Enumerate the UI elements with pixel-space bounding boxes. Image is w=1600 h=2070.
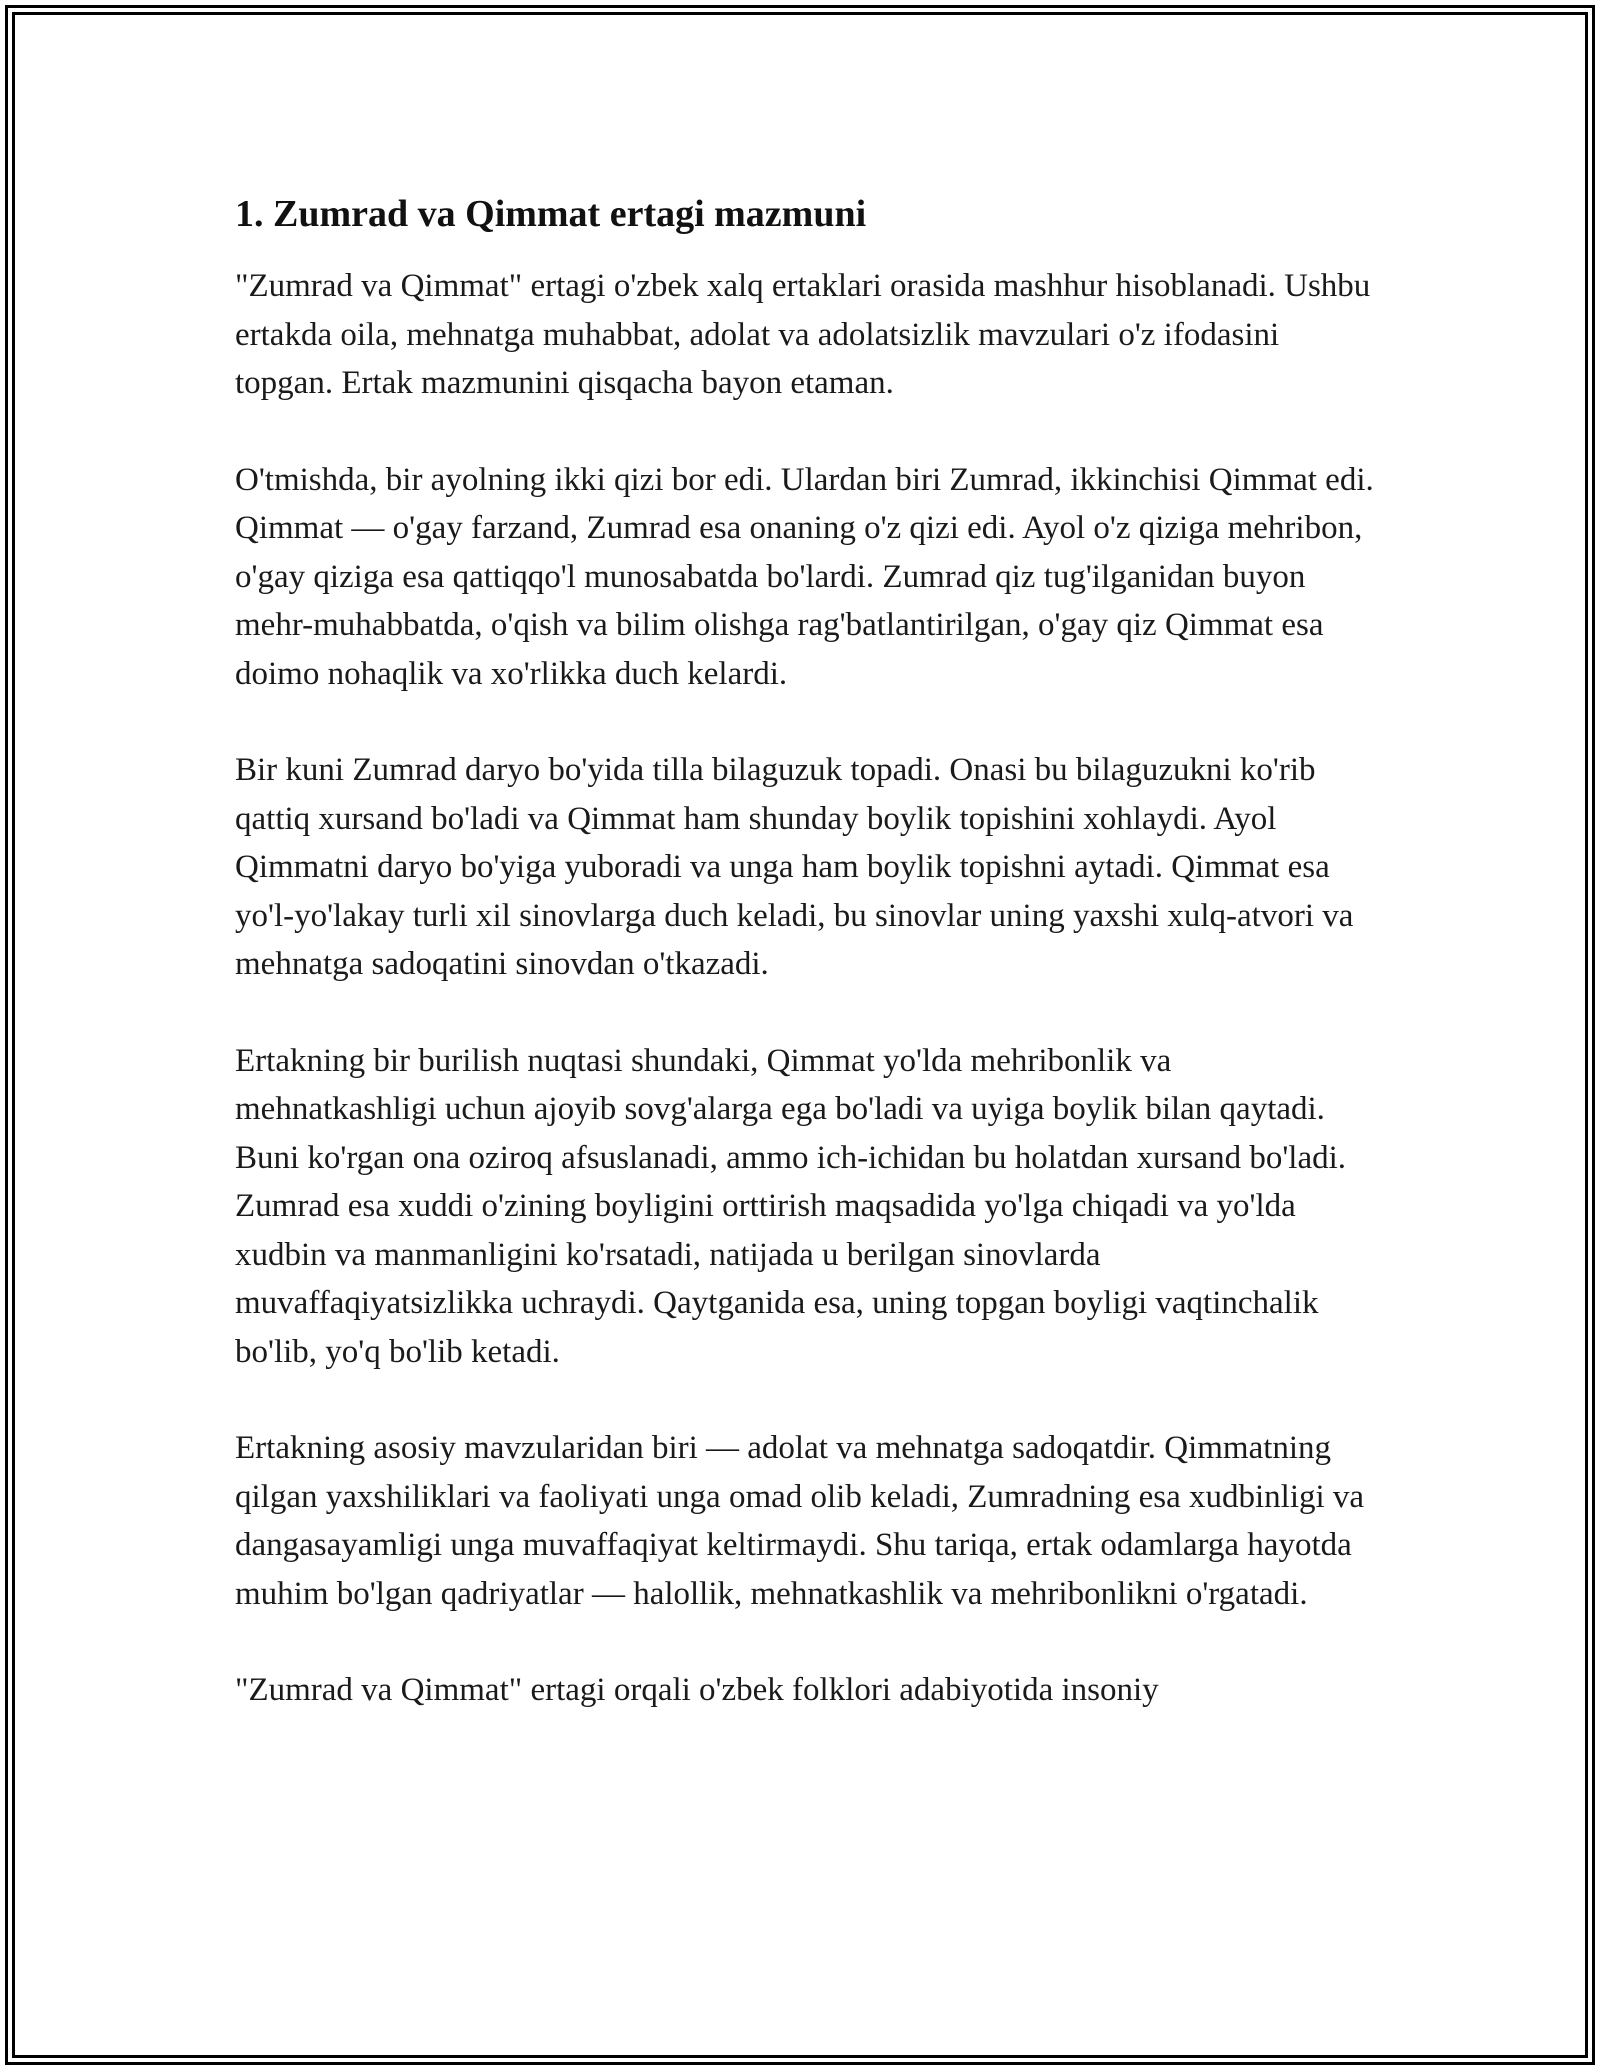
paragraph-turning-point: Ertakning bir burilish nuqtasi shundaki, Qimmat yo'lda mehribonlik va mehnatkashligi uchun ajoyib sovg'alarga ega bo'ladi va uyiga boylik bilan qaytadi. Buni ko'rgan ona oziroq afsuslanadi, ammo ich-ichidan bu holatdan xursand bo'ladi. Zumrad esa xuddi o'zining boyligini orttirish maqsadida yo'lga chiqadi va yo'lda xudbin va manmanligini ko'rsatadi, natijada u berilgan sinovlarda muvaffaqiyatsizlikka uchraydi. Qaytganida esa, uning topgan boyligi vaqtinchalik bo'lib, yo'q bo'lib ketadi.	[235, 1042, 1347, 1370]
document-title: 1. Zumrad va Qimmat ertagi mazmuni	[235, 193, 867, 235]
paragraph-characters: O'tmishda, bir ayolning ikki qizi bor edi. Ulardan biri Zumrad, ikkinchisi Qimmat edi. Qimmat — o'gay farzand, Zumrad esa onaning o'z qizi edi. Ayol o'z qiziga mehribon, o'gay qiziga esa qattiqqo'l munosabatda bo'lardi. Zumrad qiz tug'ilganidan buyon mehr-muhabbatda, o'qish va bilim olishga rag'batlantirilgan, o'gay qiz Qimmat esa doimo nohaqlik va xo'rlikka duch kelardi.	[235, 461, 1374, 692]
paragraph-intro: "Zumrad va Qimmat" ertagi o'zbek xalq ertaklari orasida mashhur hisoblanadi. Ushbu ertakda oila, mehnatga muhabbat, adolat va adolatsizlik mavzulari o'z ifodasini topgan. Ertak mazmunini qisqacha bayon etaman.	[235, 268, 1371, 401]
paragraph-themes: Ertakning asosiy mavzularidan biri — adolat va mehnatga sadoqatdir. Qimmatning qilgan yaxshiliklari va faoliyati unga omad olib keladi, Zumradning esa xudbinligi va dangasayamligi unga muvaffaqiyat keltirmaydi. Shu tariqa, ertak odamlarga hayotda muhim bo'lgan qadriyatlar — halollik, mehnatkashlik va mehribonlikni o'rgatadi.	[235, 1430, 1365, 1612]
paragraph-conclusion: "Zumrad va Qimmat" ertagi orqali o'zbek folklori adabiyotida insoniy	[235, 1672, 1159, 1708]
paragraph-bracelet: Bir kuni Zumrad daryo bo'yida tilla bilaguzuk topadi. Onasi bu bilaguzukni ko'rib qattiq xursand bo'ladi va Qimmat ham shunday boylik topishini xohlaydi. Ayol Qimmatni daryo bo'yiga yuboradi va unga ham boylik topishni aytadi. Qimmat esa yo'l-yo'lakay turli xil sinovlarga duch keladi, bu sinovlar uning yaxshi xulq-atvori va mehnatga sadoqatini sinovdan o'tkazadi.	[235, 752, 1354, 982]
document-body	[235, 182, 1375, 1763]
